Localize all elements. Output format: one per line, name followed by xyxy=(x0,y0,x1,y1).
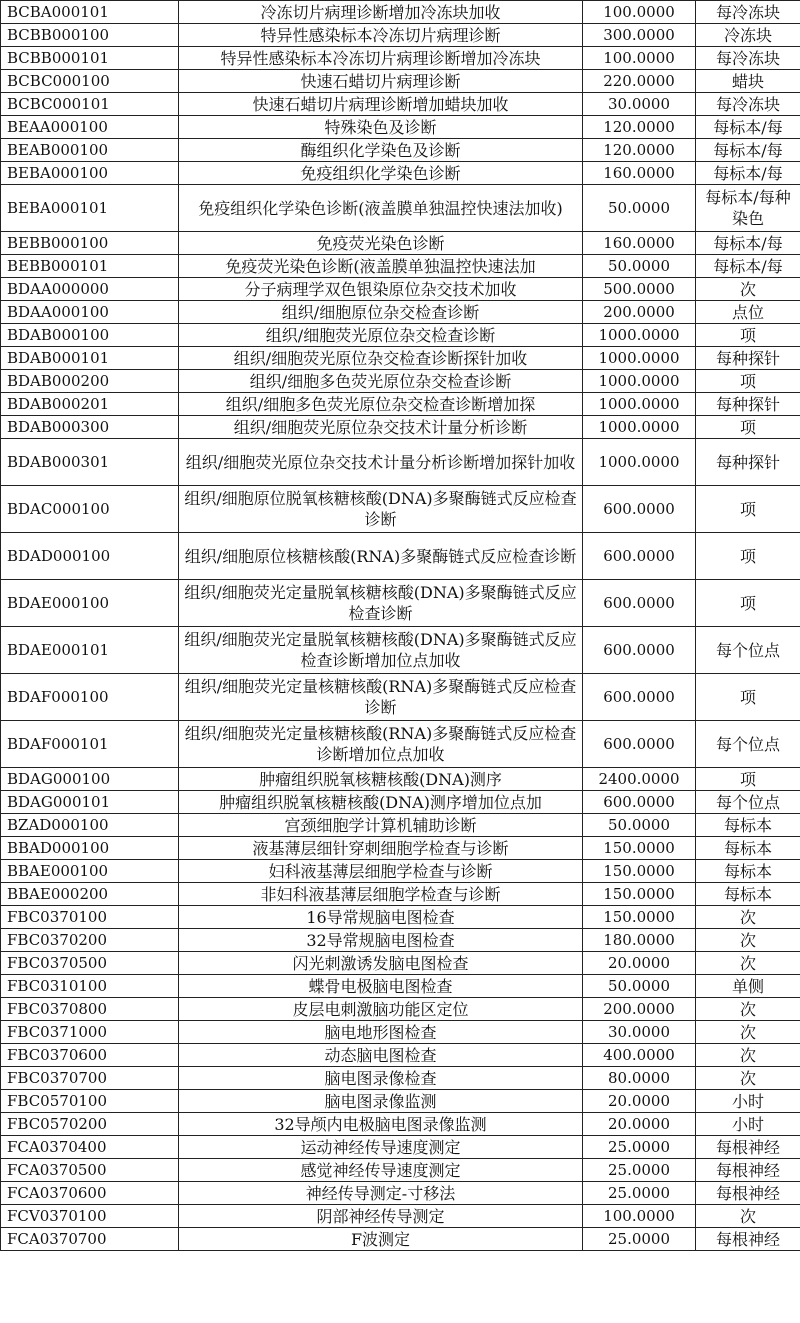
item-code-cell: FBC0370100 xyxy=(1,906,179,929)
table-row xyxy=(1,533,800,580)
item-unit-cell: 蜡块 xyxy=(696,70,800,93)
item-code-cell: BDAE000101 xyxy=(1,627,179,674)
item-price-cell: 50.0000 xyxy=(583,255,696,278)
item-code-cell: BDAA000000 xyxy=(1,278,179,301)
item-code-cell: BCBC000101 xyxy=(1,93,179,116)
item-code-cell: FCA0370700 xyxy=(1,1228,179,1251)
item-price-cell: 1000.0000 xyxy=(583,347,696,370)
item-code-cell: BEAB000100 xyxy=(1,139,179,162)
item-unit-cell: 每根神经 xyxy=(696,1182,800,1205)
item-unit-cell: 每根神经 xyxy=(696,1136,800,1159)
item-code-cell: FBC0370800 xyxy=(1,998,179,1021)
item-price-cell: 20.0000 xyxy=(583,1113,696,1136)
item-unit-cell: 点位 xyxy=(696,301,800,324)
item-code-cell: FBC0370700 xyxy=(1,1067,179,1090)
table-row xyxy=(1,627,800,674)
item-code-cell: BCBA000101 xyxy=(1,1,179,24)
item-price-cell: 50.0000 xyxy=(583,975,696,998)
item-name-cell: 运动神经传导速度测定 xyxy=(179,1136,583,1159)
item-price-cell: 150.0000 xyxy=(583,906,696,929)
item-price-cell: 600.0000 xyxy=(583,627,696,674)
item-unit-cell: 每种探针 xyxy=(696,439,800,486)
item-code-cell: BEBA000100 xyxy=(1,162,179,185)
item-price-cell: 200.0000 xyxy=(583,301,696,324)
table-row xyxy=(1,24,800,47)
item-name-cell: 肿瘤组织脱氧核糖核酸(DNA)测序 xyxy=(179,768,583,791)
table-row xyxy=(1,255,800,278)
item-name-cell: 动态脑电图检查 xyxy=(179,1044,583,1067)
item-name-cell: 神经传导测定-寸移法 xyxy=(179,1182,583,1205)
table-row xyxy=(1,93,800,116)
item-unit-cell: 项 xyxy=(696,324,800,347)
table-row xyxy=(1,232,800,255)
item-code-cell: FBC0310100 xyxy=(1,975,179,998)
item-unit-cell: 每个位点 xyxy=(696,627,800,674)
item-price-cell: 200.0000 xyxy=(583,998,696,1021)
item-price-cell: 80.0000 xyxy=(583,1067,696,1090)
item-unit-cell: 单侧 xyxy=(696,975,800,998)
table-row xyxy=(1,439,800,486)
item-code-cell: BDAB000201 xyxy=(1,393,179,416)
table-row xyxy=(1,906,800,929)
item-price-cell: 20.0000 xyxy=(583,1090,696,1113)
table-row xyxy=(1,1067,800,1090)
item-name-cell: 组织/细胞原位核糖核酸(RNA)多聚酶链式反应检查诊断 xyxy=(179,533,583,580)
item-price-cell: 150.0000 xyxy=(583,837,696,860)
table-row xyxy=(1,139,800,162)
item-price-cell: 400.0000 xyxy=(583,1044,696,1067)
table-row xyxy=(1,1044,800,1067)
item-name-cell: 脑电图录像监测 xyxy=(179,1090,583,1113)
item-name-cell: 非妇科液基薄层细胞学检查与诊断 xyxy=(179,883,583,906)
item-price-cell: 600.0000 xyxy=(583,721,696,768)
item-unit-cell: 每种探针 xyxy=(696,393,800,416)
table-row xyxy=(1,929,800,952)
item-code-cell: BBAE000100 xyxy=(1,860,179,883)
table-row xyxy=(1,768,800,791)
item-price-cell: 500.0000 xyxy=(583,278,696,301)
item-unit-cell: 次 xyxy=(696,1021,800,1044)
table-row xyxy=(1,883,800,906)
item-price-cell: 1000.0000 xyxy=(583,370,696,393)
item-price-cell: 160.0000 xyxy=(583,232,696,255)
table-row xyxy=(1,185,800,232)
item-price-cell: 180.0000 xyxy=(583,929,696,952)
item-price-cell: 30.0000 xyxy=(583,93,696,116)
item-name-cell: 16导常规脑电图检查 xyxy=(179,906,583,929)
item-name-cell: 感觉神经传导速度测定 xyxy=(179,1159,583,1182)
item-name-cell: 32导常规脑电图检查 xyxy=(179,929,583,952)
item-code-cell: FCV0370100 xyxy=(1,1205,179,1228)
item-code-cell: BDAA000100 xyxy=(1,301,179,324)
item-name-cell: 组织/细胞荧光定量脱氧核糖核酸(DNA)多聚酶链式反应检查诊断增加位点加收 xyxy=(179,627,583,674)
item-unit-cell: 每冷冻块 xyxy=(696,1,800,24)
table-row xyxy=(1,1159,800,1182)
table-row xyxy=(1,580,800,627)
item-price-cell: 25.0000 xyxy=(583,1182,696,1205)
item-name-cell: 特异性感染标本冷冻切片病理诊断增加冷冻块 xyxy=(179,47,583,70)
item-code-cell: BDAC000100 xyxy=(1,486,179,533)
table-row xyxy=(1,47,800,70)
item-name-cell: 皮层电刺激脑功能区定位 xyxy=(179,998,583,1021)
item-unit-cell: 每标本 xyxy=(696,860,800,883)
item-name-cell: 特异性感染标本冷冻切片病理诊断 xyxy=(179,24,583,47)
item-name-cell: 脑电图录像检查 xyxy=(179,1067,583,1090)
table-row xyxy=(1,486,800,533)
item-code-cell: BDAE000100 xyxy=(1,580,179,627)
table-row xyxy=(1,116,800,139)
item-price-cell: 100.0000 xyxy=(583,47,696,70)
item-name-cell: 组织/细胞荧光定量脱氧核糖核酸(DNA)多聚酶链式反应检查诊断 xyxy=(179,580,583,627)
item-code-cell: BZAD000100 xyxy=(1,814,179,837)
item-code-cell: BEBB000100 xyxy=(1,232,179,255)
item-code-cell: BDAB000101 xyxy=(1,347,179,370)
table-row xyxy=(1,952,800,975)
item-price-cell: 100.0000 xyxy=(583,1,696,24)
table-row xyxy=(1,324,800,347)
table-row xyxy=(1,1,800,24)
item-name-cell: 液基薄层细针穿刺细胞学检查与诊断 xyxy=(179,837,583,860)
item-name-cell: 免疫荧光染色诊断(液盖膜单独温控快速法加 xyxy=(179,255,583,278)
item-name-cell: 组织/细胞荧光原位杂交技术计量分析诊断 xyxy=(179,416,583,439)
table-row xyxy=(1,1205,800,1228)
table-row xyxy=(1,860,800,883)
table-row xyxy=(1,416,800,439)
item-code-cell: BDAF000101 xyxy=(1,721,179,768)
item-unit-cell: 项 xyxy=(696,674,800,721)
item-unit-cell: 每根神经 xyxy=(696,1159,800,1182)
table-row xyxy=(1,975,800,998)
item-name-cell: 免疫组织化学染色诊断 xyxy=(179,162,583,185)
item-price-cell: 100.0000 xyxy=(583,1205,696,1228)
table-row xyxy=(1,674,800,721)
item-unit-cell: 冷冻块 xyxy=(696,24,800,47)
table-row xyxy=(1,1113,800,1136)
item-price-cell: 1000.0000 xyxy=(583,439,696,486)
item-name-cell: 闪光刺激诱发脑电图检查 xyxy=(179,952,583,975)
item-code-cell: BCBC000100 xyxy=(1,70,179,93)
item-unit-cell: 每标本/每种染色 xyxy=(696,185,800,232)
item-name-cell: 组织/细胞荧光定量核糖核酸(RNA)多聚酶链式反应检查诊断 xyxy=(179,674,583,721)
item-price-cell: 2400.0000 xyxy=(583,768,696,791)
table-row xyxy=(1,1021,800,1044)
item-name-cell: 宫颈细胞学计算机辅助诊断 xyxy=(179,814,583,837)
item-code-cell: BEBB000101 xyxy=(1,255,179,278)
table-row xyxy=(1,791,800,814)
table-row xyxy=(1,1090,800,1113)
item-code-cell: BDAB000300 xyxy=(1,416,179,439)
item-unit-cell: 每个位点 xyxy=(696,791,800,814)
item-price-cell: 50.0000 xyxy=(583,814,696,837)
item-code-cell: FCA0370500 xyxy=(1,1159,179,1182)
item-unit-cell: 项 xyxy=(696,370,800,393)
item-price-cell: 600.0000 xyxy=(583,533,696,580)
item-price-cell: 300.0000 xyxy=(583,24,696,47)
item-unit-cell: 每标本 xyxy=(696,837,800,860)
item-code-cell: BDAG000100 xyxy=(1,768,179,791)
table-row xyxy=(1,301,800,324)
item-unit-cell: 次 xyxy=(696,952,800,975)
item-name-cell: 肿瘤组织脱氧核糖核酸(DNA)测序增加位点加 xyxy=(179,791,583,814)
item-code-cell: FCA0370600 xyxy=(1,1182,179,1205)
item-price-cell: 600.0000 xyxy=(583,791,696,814)
item-unit-cell: 次 xyxy=(696,929,800,952)
fee-table-body xyxy=(1,1,800,1251)
item-price-cell: 1000.0000 xyxy=(583,324,696,347)
item-code-cell: BDAB000301 xyxy=(1,439,179,486)
item-code-cell: BDAD000100 xyxy=(1,533,179,580)
item-unit-cell: 次 xyxy=(696,906,800,929)
item-name-cell: 阴部神经传导测定 xyxy=(179,1205,583,1228)
item-unit-cell: 每冷冻块 xyxy=(696,47,800,70)
item-unit-cell: 项 xyxy=(696,580,800,627)
table-row xyxy=(1,721,800,768)
item-unit-cell: 每标本/每 xyxy=(696,232,800,255)
item-code-cell: FBC0370600 xyxy=(1,1044,179,1067)
table-row xyxy=(1,347,800,370)
table-row xyxy=(1,393,800,416)
item-name-cell: 酶组织化学染色及诊断 xyxy=(179,139,583,162)
item-code-cell: BCBB000100 xyxy=(1,24,179,47)
item-name-cell: 妇科液基薄层细胞学检查与诊断 xyxy=(179,860,583,883)
table-row xyxy=(1,1136,800,1159)
item-price-cell: 25.0000 xyxy=(583,1136,696,1159)
item-price-cell: 220.0000 xyxy=(583,70,696,93)
item-price-cell: 120.0000 xyxy=(583,139,696,162)
item-unit-cell: 小时 xyxy=(696,1113,800,1136)
item-unit-cell: 次 xyxy=(696,1205,800,1228)
item-code-cell: FBC0370500 xyxy=(1,952,179,975)
item-code-cell: BCBB000101 xyxy=(1,47,179,70)
item-price-cell: 30.0000 xyxy=(583,1021,696,1044)
item-unit-cell: 每冷冻块 xyxy=(696,93,800,116)
item-price-cell: 25.0000 xyxy=(583,1228,696,1251)
table-row xyxy=(1,278,800,301)
item-price-cell: 600.0000 xyxy=(583,674,696,721)
item-unit-cell: 每标本/每 xyxy=(696,162,800,185)
item-name-cell: 冷冻切片病理诊断增加冷冻块加收 xyxy=(179,1,583,24)
item-unit-cell: 项 xyxy=(696,486,800,533)
item-code-cell: BDAB000100 xyxy=(1,324,179,347)
item-name-cell: 快速石蜡切片病理诊断 xyxy=(179,70,583,93)
item-name-cell: 组织/细胞荧光定量核糖核酸(RNA)多聚酶链式反应检查诊断增加位点加收 xyxy=(179,721,583,768)
item-price-cell: 150.0000 xyxy=(583,883,696,906)
item-name-cell: 组织/细胞多色荧光原位杂交检查诊断 xyxy=(179,370,583,393)
table-row xyxy=(1,70,800,93)
item-price-cell: 50.0000 xyxy=(583,185,696,232)
item-unit-cell: 次 xyxy=(696,1067,800,1090)
item-code-cell: FCA0370400 xyxy=(1,1136,179,1159)
item-price-cell: 600.0000 xyxy=(583,580,696,627)
table-row xyxy=(1,1228,800,1251)
item-unit-cell: 每根神经 xyxy=(696,1228,800,1251)
item-price-cell: 25.0000 xyxy=(583,1159,696,1182)
item-unit-cell: 次 xyxy=(696,278,800,301)
item-name-cell: 组织/细胞原位杂交检查诊断 xyxy=(179,301,583,324)
item-code-cell: BEBA000101 xyxy=(1,185,179,232)
item-unit-cell: 每标本 xyxy=(696,814,800,837)
item-unit-cell: 每标本 xyxy=(696,883,800,906)
item-code-cell: BDAG000101 xyxy=(1,791,179,814)
item-price-cell: 160.0000 xyxy=(583,162,696,185)
item-price-cell: 1000.0000 xyxy=(583,393,696,416)
table-row xyxy=(1,162,800,185)
item-name-cell: 蝶骨电极脑电图检查 xyxy=(179,975,583,998)
item-price-cell: 20.0000 xyxy=(583,952,696,975)
item-unit-cell: 每标本/每 xyxy=(696,116,800,139)
item-price-cell: 600.0000 xyxy=(583,486,696,533)
item-unit-cell: 次 xyxy=(696,1044,800,1067)
item-code-cell: FBC0570100 xyxy=(1,1090,179,1113)
item-unit-cell: 每标本/每 xyxy=(696,139,800,162)
item-price-cell: 150.0000 xyxy=(583,860,696,883)
item-unit-cell: 次 xyxy=(696,998,800,1021)
item-code-cell: FBC0570200 xyxy=(1,1113,179,1136)
item-unit-cell: 每个位点 xyxy=(696,721,800,768)
table-row xyxy=(1,814,800,837)
item-name-cell: 组织/细胞原位脱氧核糖核酸(DNA)多聚酶链式反应检查诊断 xyxy=(179,486,583,533)
table-row xyxy=(1,998,800,1021)
item-name-cell: 脑电地形图检查 xyxy=(179,1021,583,1044)
item-price-cell: 120.0000 xyxy=(583,116,696,139)
item-name-cell: 免疫组织化学染色诊断(液盖膜单独温控快速法加收) xyxy=(179,185,583,232)
item-code-cell: BDAB000200 xyxy=(1,370,179,393)
item-name-cell: 组织/细胞多色荧光原位杂交检查诊断增加探 xyxy=(179,393,583,416)
table-row xyxy=(1,837,800,860)
item-price-cell: 1000.0000 xyxy=(583,416,696,439)
item-name-cell: 32导颅内电极脑电图录像监测 xyxy=(179,1113,583,1136)
item-name-cell: 快速石蜡切片病理诊断增加蜡块加收 xyxy=(179,93,583,116)
item-name-cell: 免疫荧光染色诊断 xyxy=(179,232,583,255)
item-code-cell: FBC0370200 xyxy=(1,929,179,952)
table-row xyxy=(1,370,800,393)
item-code-cell: FBC0371000 xyxy=(1,1021,179,1044)
item-name-cell: 组织/细胞荧光原位杂交检查诊断 xyxy=(179,324,583,347)
item-unit-cell: 每种探针 xyxy=(696,347,800,370)
item-name-cell: 组织/细胞荧光原位杂交技术计量分析诊断增加探针加收 xyxy=(179,439,583,486)
item-code-cell: BEAA000100 xyxy=(1,116,179,139)
item-name-cell: 特殊染色及诊断 xyxy=(179,116,583,139)
item-unit-cell: 项 xyxy=(696,768,800,791)
item-unit-cell: 项 xyxy=(696,533,800,580)
item-unit-cell: 每标本/每 xyxy=(696,255,800,278)
item-name-cell: 组织/细胞荧光原位杂交检查诊断探针加收 xyxy=(179,347,583,370)
item-code-cell: BBAE000200 xyxy=(1,883,179,906)
item-code-cell: BBAD000100 xyxy=(1,837,179,860)
item-code-cell: BDAF000100 xyxy=(1,674,179,721)
table-row xyxy=(1,1182,800,1205)
item-name-cell: F波测定 xyxy=(179,1228,583,1251)
item-unit-cell: 小时 xyxy=(696,1090,800,1113)
item-unit-cell: 项 xyxy=(696,416,800,439)
item-name-cell: 分子病理学双色银染原位杂交技术加收 xyxy=(179,278,583,301)
